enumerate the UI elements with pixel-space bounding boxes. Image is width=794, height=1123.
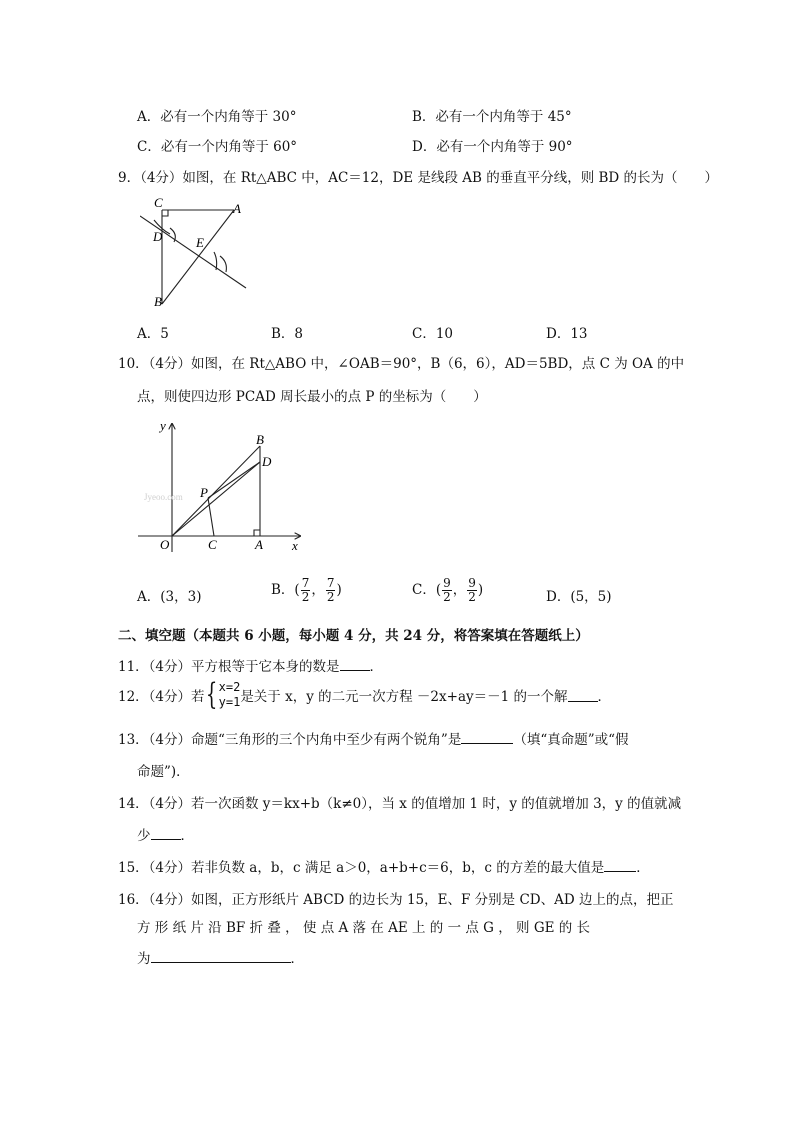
q9-right-angle-mark (162, 210, 168, 216)
q14-answer-blank[interactable] (151, 826, 181, 841)
q16-line3: 为 ． (137, 947, 304, 967)
q10-right-angle-mark (254, 530, 260, 536)
q16-answer-blank[interactable] (151, 949, 291, 964)
q14-line2: 少 ． (137, 824, 194, 844)
q10-stem-line2: 点，则使四边形 PCAD 周长最小的点 P 的坐标为（ ） (137, 389, 487, 405)
q8-option-b: B．必有一个内角等于 45° (412, 109, 572, 125)
q10-watermark: Jyeoo.com (144, 492, 183, 502)
q10-label-p: P (200, 485, 208, 500)
q9-label-b: B (154, 294, 162, 309)
q15: 15．（4分）若非负数 a，b，c 满足 a＞0，a+b+c＝6，b，c 的方差的最大值是 ． (118, 856, 650, 876)
q9-segment-ab (162, 210, 234, 304)
q10-label-c: C (208, 537, 217, 552)
q11-answer-blank[interactable] (340, 657, 370, 672)
q9-option-b: B．8 (271, 326, 304, 342)
q13-line2: 命题”)． (137, 764, 190, 780)
q10-label-d: D (262, 454, 272, 469)
q13-line1: 13．（4分）命题“三角形的三个内角中至少有两个锐角”是 （填“真命题”或“假 (118, 728, 629, 748)
q10-option-b: B．( $\frac{7}{2}$ ， $\frac{7}{2}$ ) (271, 576, 342, 604)
q9-option-a: A．5 (137, 326, 169, 342)
q9-label-a: A (233, 201, 241, 216)
q10-segment-pd (208, 462, 260, 498)
q9-stem: 9．（4分）如图，在 Rt△ABC 中，AC＝12，DE 是线段 AB 的垂直平分线，则 BD 的长为（ ） (118, 170, 719, 186)
q8-option-c: C．必有一个内角等于 60° (137, 139, 298, 155)
q10-label-o: O (160, 537, 170, 552)
q9-option-c: C．10 (412, 326, 454, 342)
q10-option-d: D．(5，5) (546, 589, 612, 605)
q10-stem-line1: 10．（4分）如图，在 Rt△ABO 中，∠OAB＝90°，B（6，6），AD＝5BD，点 C 为 OA 的中 (118, 356, 685, 372)
q9-figure (140, 190, 260, 314)
q9-label-d: D (153, 229, 163, 244)
q12-answer-blank[interactable] (568, 688, 598, 703)
q10-segment-od (172, 462, 260, 536)
q16-line1: 16．（4分）如图，正方形纸片 ABCD 的边长为 15，E、F 分别是 CD、AD 边上的点，把正 (118, 892, 674, 908)
q9-bisector-line (140, 216, 246, 288)
q10-label-x: x (292, 538, 298, 553)
q9-label-c: C (154, 195, 163, 210)
q10-figure (134, 418, 309, 560)
q10-label-y: y (160, 418, 166, 433)
q10-option-a: A．(3，3) (137, 589, 202, 605)
q13-answer-blank[interactable] (461, 730, 513, 745)
q10-label-b: B (256, 432, 264, 447)
q11: 11．（4分）平方根等于它本身的数是 ． (118, 655, 383, 675)
q9-option-d: D．13 (546, 326, 588, 342)
q14-line1: 14．（4分）若一次函数 y＝kx+b（k≠0），当 x 的值增加 1 时，y 的值就增加 3，y 的值就减 (118, 796, 682, 812)
q10-label-a: A (255, 537, 263, 552)
q8-option-a: A．必有一个内角等于 30° (137, 109, 297, 125)
q10-segment-ob (172, 446, 260, 536)
q9-arc-4 (220, 256, 226, 272)
q12: 12．（4分）若{ x=2 y=1 是关于 x，y 的二元一次方程 －2x+ay＝－1 的一个解 ． (118, 677, 611, 712)
q15-answer-blank[interactable] (604, 858, 636, 873)
section2-heading: 二、填空题（本题共 6 小题，每小题 4 分，共 24 分，将答案填在答题纸上） (118, 628, 589, 644)
q9-arc-2 (170, 228, 175, 242)
q9-label-e: E (196, 235, 204, 250)
q10-option-c: C．( $\frac{9}{2}$ ， $\frac{9}{2}$ ) (412, 576, 484, 604)
q16-line2: 方 形 纸 片 沿 BF 折 叠 ， 使 点 A 落 在 AE 上 的 一 点 G ， 则 GE 的 长 (137, 920, 591, 936)
q8-option-d: D．必有一个内角等于 90° (412, 139, 573, 155)
